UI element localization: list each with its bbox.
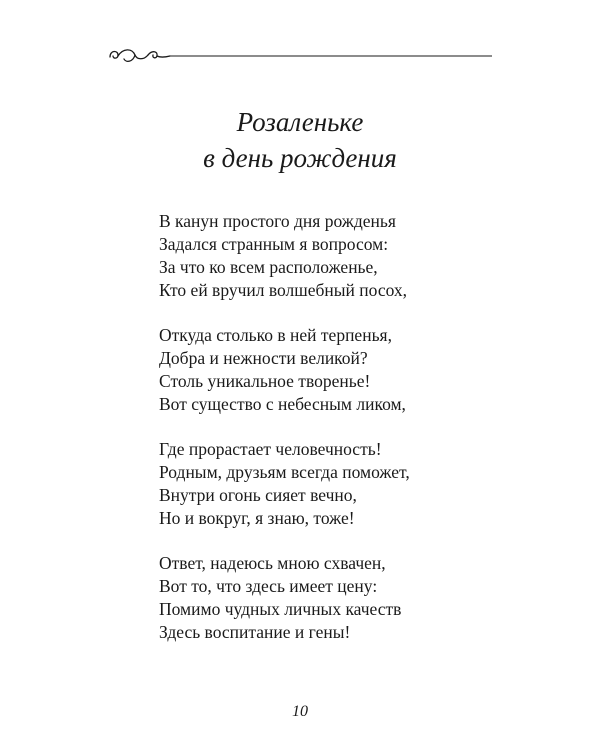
poem-line: В канун простого дня рожденья [159, 211, 396, 231]
poem-line: Кто ей вручил волшебный посох, [159, 280, 408, 300]
poem-line: Столь уникальное творенье! [159, 371, 371, 391]
poem-line: Внутри огонь сияет вечно, [159, 485, 357, 505]
poem-line: Здесь воспитание и гены! [159, 622, 351, 642]
stanza-1 [159, 210, 489, 302]
poem-line: Но и вокруг, я знаю, тоже! [159, 508, 355, 528]
poem-line: Помимо чудных личных качеств [159, 599, 402, 619]
poem-line: Вот существо с небесным ликом, [159, 394, 406, 414]
poem-line: Ответ, надеюсь мною схвачен, [159, 553, 386, 573]
stanza-3 [159, 438, 489, 530]
poem-line: Задался странным я вопросом: [159, 234, 389, 254]
flourish-ornament-icon [110, 50, 170, 61]
poem-line: Откуда столько в ней терпенья, [159, 325, 392, 345]
poem-title-line-2: в день рождения [203, 143, 397, 173]
stanza-2 [159, 324, 489, 416]
page-number: 10 [292, 703, 308, 720]
poem-line: За что ко всем расположенье, [159, 257, 378, 277]
header-ornament-rule [108, 44, 492, 68]
poem-title [0, 104, 600, 176]
poem-body [159, 210, 489, 666]
poem-line: Вот то, что здесь имеет цену: [159, 576, 378, 596]
poem-line: Где прорастает человечность! [159, 439, 382, 459]
poem-title-line-1: Розаленьке [236, 107, 364, 137]
poem-line: Родным, друзьям всегда поможет, [159, 462, 410, 482]
stanza-4 [159, 552, 489, 644]
poem-line: Добра и нежности великой? [159, 348, 368, 368]
